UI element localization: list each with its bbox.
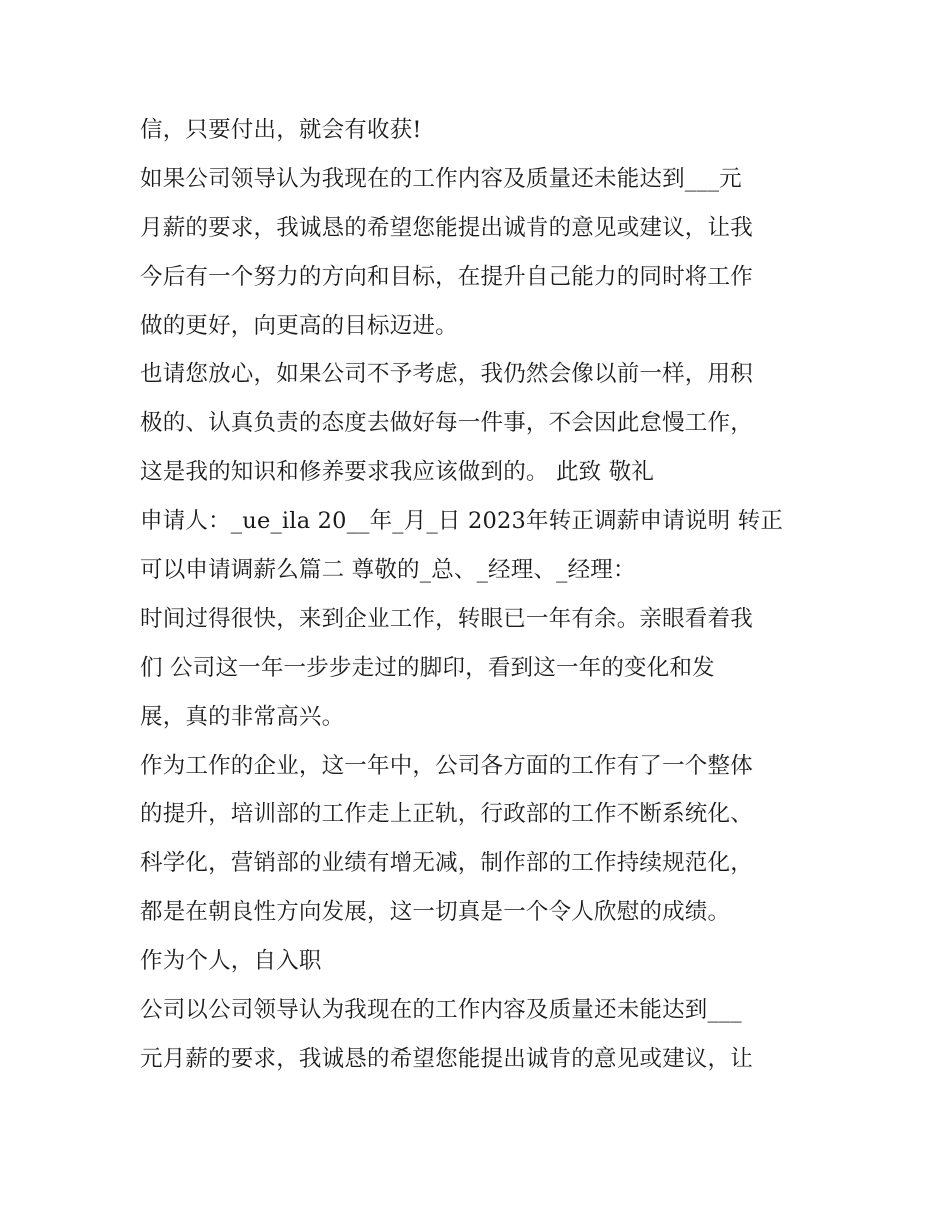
document-body: [140, 106, 820, 1084]
text-line: 时间过得很快，来到企业工作，转眼已一年有余。亲眼看着我: [140, 605, 753, 632]
text-line: 的提升，培训部的工作走上正轨，行政部的工作不断系统化、: [140, 801, 753, 828]
text-line: 可以申请调薪么篇二 尊敬的_总、_经理、_经理：: [140, 557, 636, 584]
text-line: 做的更好，向更高的目标迈进。: [140, 312, 458, 339]
text-line: 展，真的非常高兴。: [140, 703, 345, 730]
text-line: 作为工作的企业，这一年中，公司各方面的工作有了一个整体: [140, 752, 753, 779]
text-line: 这是我的知识和修养要求我应该做到的。 此致 敬礼: [140, 459, 655, 486]
text-line: 今后有一个努力的方向和目标，在提升自己能力的同时将工作: [140, 263, 753, 290]
text-line: 申请人：_ue_ila 20__年_月_日 2023年转正调薪申请说明 转正: [140, 508, 784, 535]
text-line: 们 公司这一年一步步走过的脚印，看到这一年的变化和发: [140, 654, 715, 681]
text-line: 作为个人，自入职: [140, 948, 322, 975]
text-line: 公司以公司领导认为我现在的工作内容及质量还未能达到___: [140, 997, 742, 1024]
text-line: 也请您放心，如果公司不予考虑，我仍然会像以前一样，用积: [140, 361, 753, 388]
text-line: 元月薪的要求，我诚恳的希望您能提出诚肯的意见或建议，让: [140, 1045, 753, 1072]
text-line: 都是在朝良性方向发展，这一切真是一个令人欣慰的成绩。: [140, 899, 731, 926]
text-line: 信，只要付出，就会有收获!: [140, 117, 422, 143]
text-line: 月薪的要求，我诚恳的希望您能提出诚肯的意见或建议，让我: [140, 214, 753, 241]
text-line: 科学化，营销部的业绩有增无减，制作部的工作持续规范化，: [140, 850, 753, 877]
text-line: 如果公司领导认为我现在的工作内容及质量还未能达到___元: [140, 165, 742, 192]
text-line: 极的、认真负责的态度去做好每一件事，不会因此怠慢工作，: [140, 410, 753, 437]
